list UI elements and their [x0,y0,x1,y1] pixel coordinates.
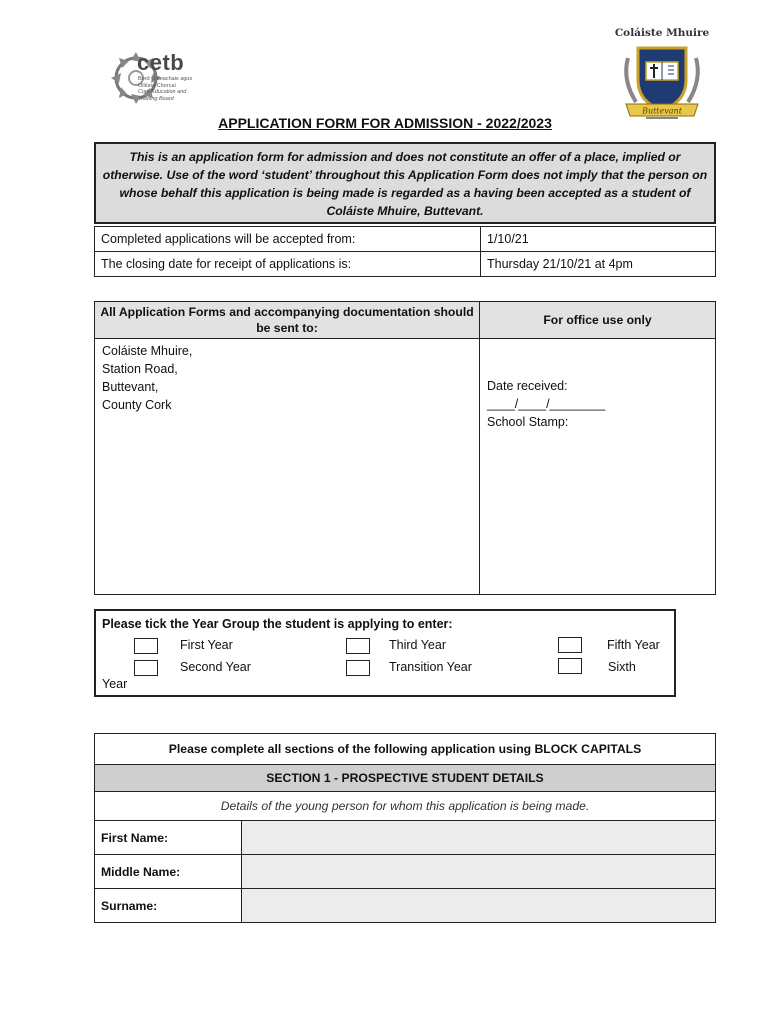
middle-name-field[interactable] [242,855,716,889]
cetb-sub-line: Cork Education and [138,89,187,95]
section1-description: Details of the young person for whom this application is being made. [95,792,716,821]
label-transition-year: Transition Year [389,660,472,674]
first-name-label: First Name: [95,821,242,855]
date-received-field[interactable]: ____/____/________ [487,397,606,411]
checkbox-sixth-year[interactable] [558,658,582,674]
cetb-subtitle [138,76,208,102]
section1-table [94,733,716,923]
send-to-header: All Application Forms and accompanying documentation should be sent to: [95,302,480,339]
address-line: Coláiste Mhuire, [102,344,193,358]
label-first-year: First Year [180,638,233,652]
disclaimer-notice: This is an application form for admission and does not constitute an offer of a place, implied or otherwise. Use of the word ‘student’ throughout this Application Form does not imply that the person on whose behalf this application is being made is regarded as a having been accepted as a student of Coláiste Mhuire, Buttevant. [94,142,716,224]
surname-label: Surname: [95,889,242,923]
table-row [95,821,716,855]
table-row [95,227,716,252]
date-received-label: Date received: [487,379,568,393]
address-table [94,301,716,595]
cetb-sub-line: Oiliúna Chorcaí [138,82,176,89]
block-capitals-instruction: Please complete all sections of the following application using BLOCK CAPITALS [95,734,716,765]
dates-table [94,226,716,277]
first-name-field[interactable] [242,821,716,855]
surname-field[interactable] [242,889,716,923]
table-row [95,302,716,339]
accepted-from-value: 1/10/21 [481,227,716,252]
table-row [95,252,716,277]
address-line: County Cork [102,398,172,412]
label-fifth-year: Fifth Year [607,638,660,652]
form-title: APPLICATION FORM FOR ADMISSION - 2022/2023 [218,115,552,131]
crest-banner-text: Buttevant [642,106,682,116]
section1-heading: SECTION 1 - PROSPECTIVE STUDENT DETAILS [95,765,716,792]
table-row [95,339,716,595]
label-third-year: Third Year [389,638,446,652]
office-use-header: For office use only [480,302,716,339]
checkbox-second-year[interactable] [134,660,158,676]
table-row [95,792,716,821]
label-sixth-year-wrap: Year [102,677,128,691]
college-crest [618,40,706,124]
address-line: Station Road, [102,362,178,376]
address-line: Buttevant, [102,380,159,394]
closing-date-label: The closing date for receipt of applications is: [95,252,481,277]
checkbox-third-year[interactable] [346,638,370,654]
cetb-sub-line: Training Board [138,95,174,102]
checkbox-fifth-year[interactable] [558,637,582,653]
table-row [95,889,716,923]
checkbox-first-year[interactable] [134,638,158,654]
label-second-year: Second Year [180,660,251,674]
middle-name-label: Middle Name: [95,855,242,889]
cetb-sub-line: Bord Oideachais agus [138,76,193,82]
college-name: Coláiste Mhuire [614,27,710,39]
closing-date-value: Thursday 21/10/21 at 4pm [481,252,716,277]
year-group-box [94,609,676,697]
school-stamp-label: School Stamp: [487,415,569,429]
year-group-prompt: Please tick the Year Group the student is applying to enter: [102,617,453,631]
checkbox-transition-year[interactable] [346,660,370,676]
label-sixth-year: Sixth [608,660,636,674]
cetb-wordmark: cetb [137,50,185,75]
school-address [95,339,480,595]
table-row [95,855,716,889]
office-use-area [480,339,716,595]
accepted-from-label: Completed applications will be accepted from: [95,227,481,252]
table-row [95,734,716,765]
table-row [95,765,716,792]
